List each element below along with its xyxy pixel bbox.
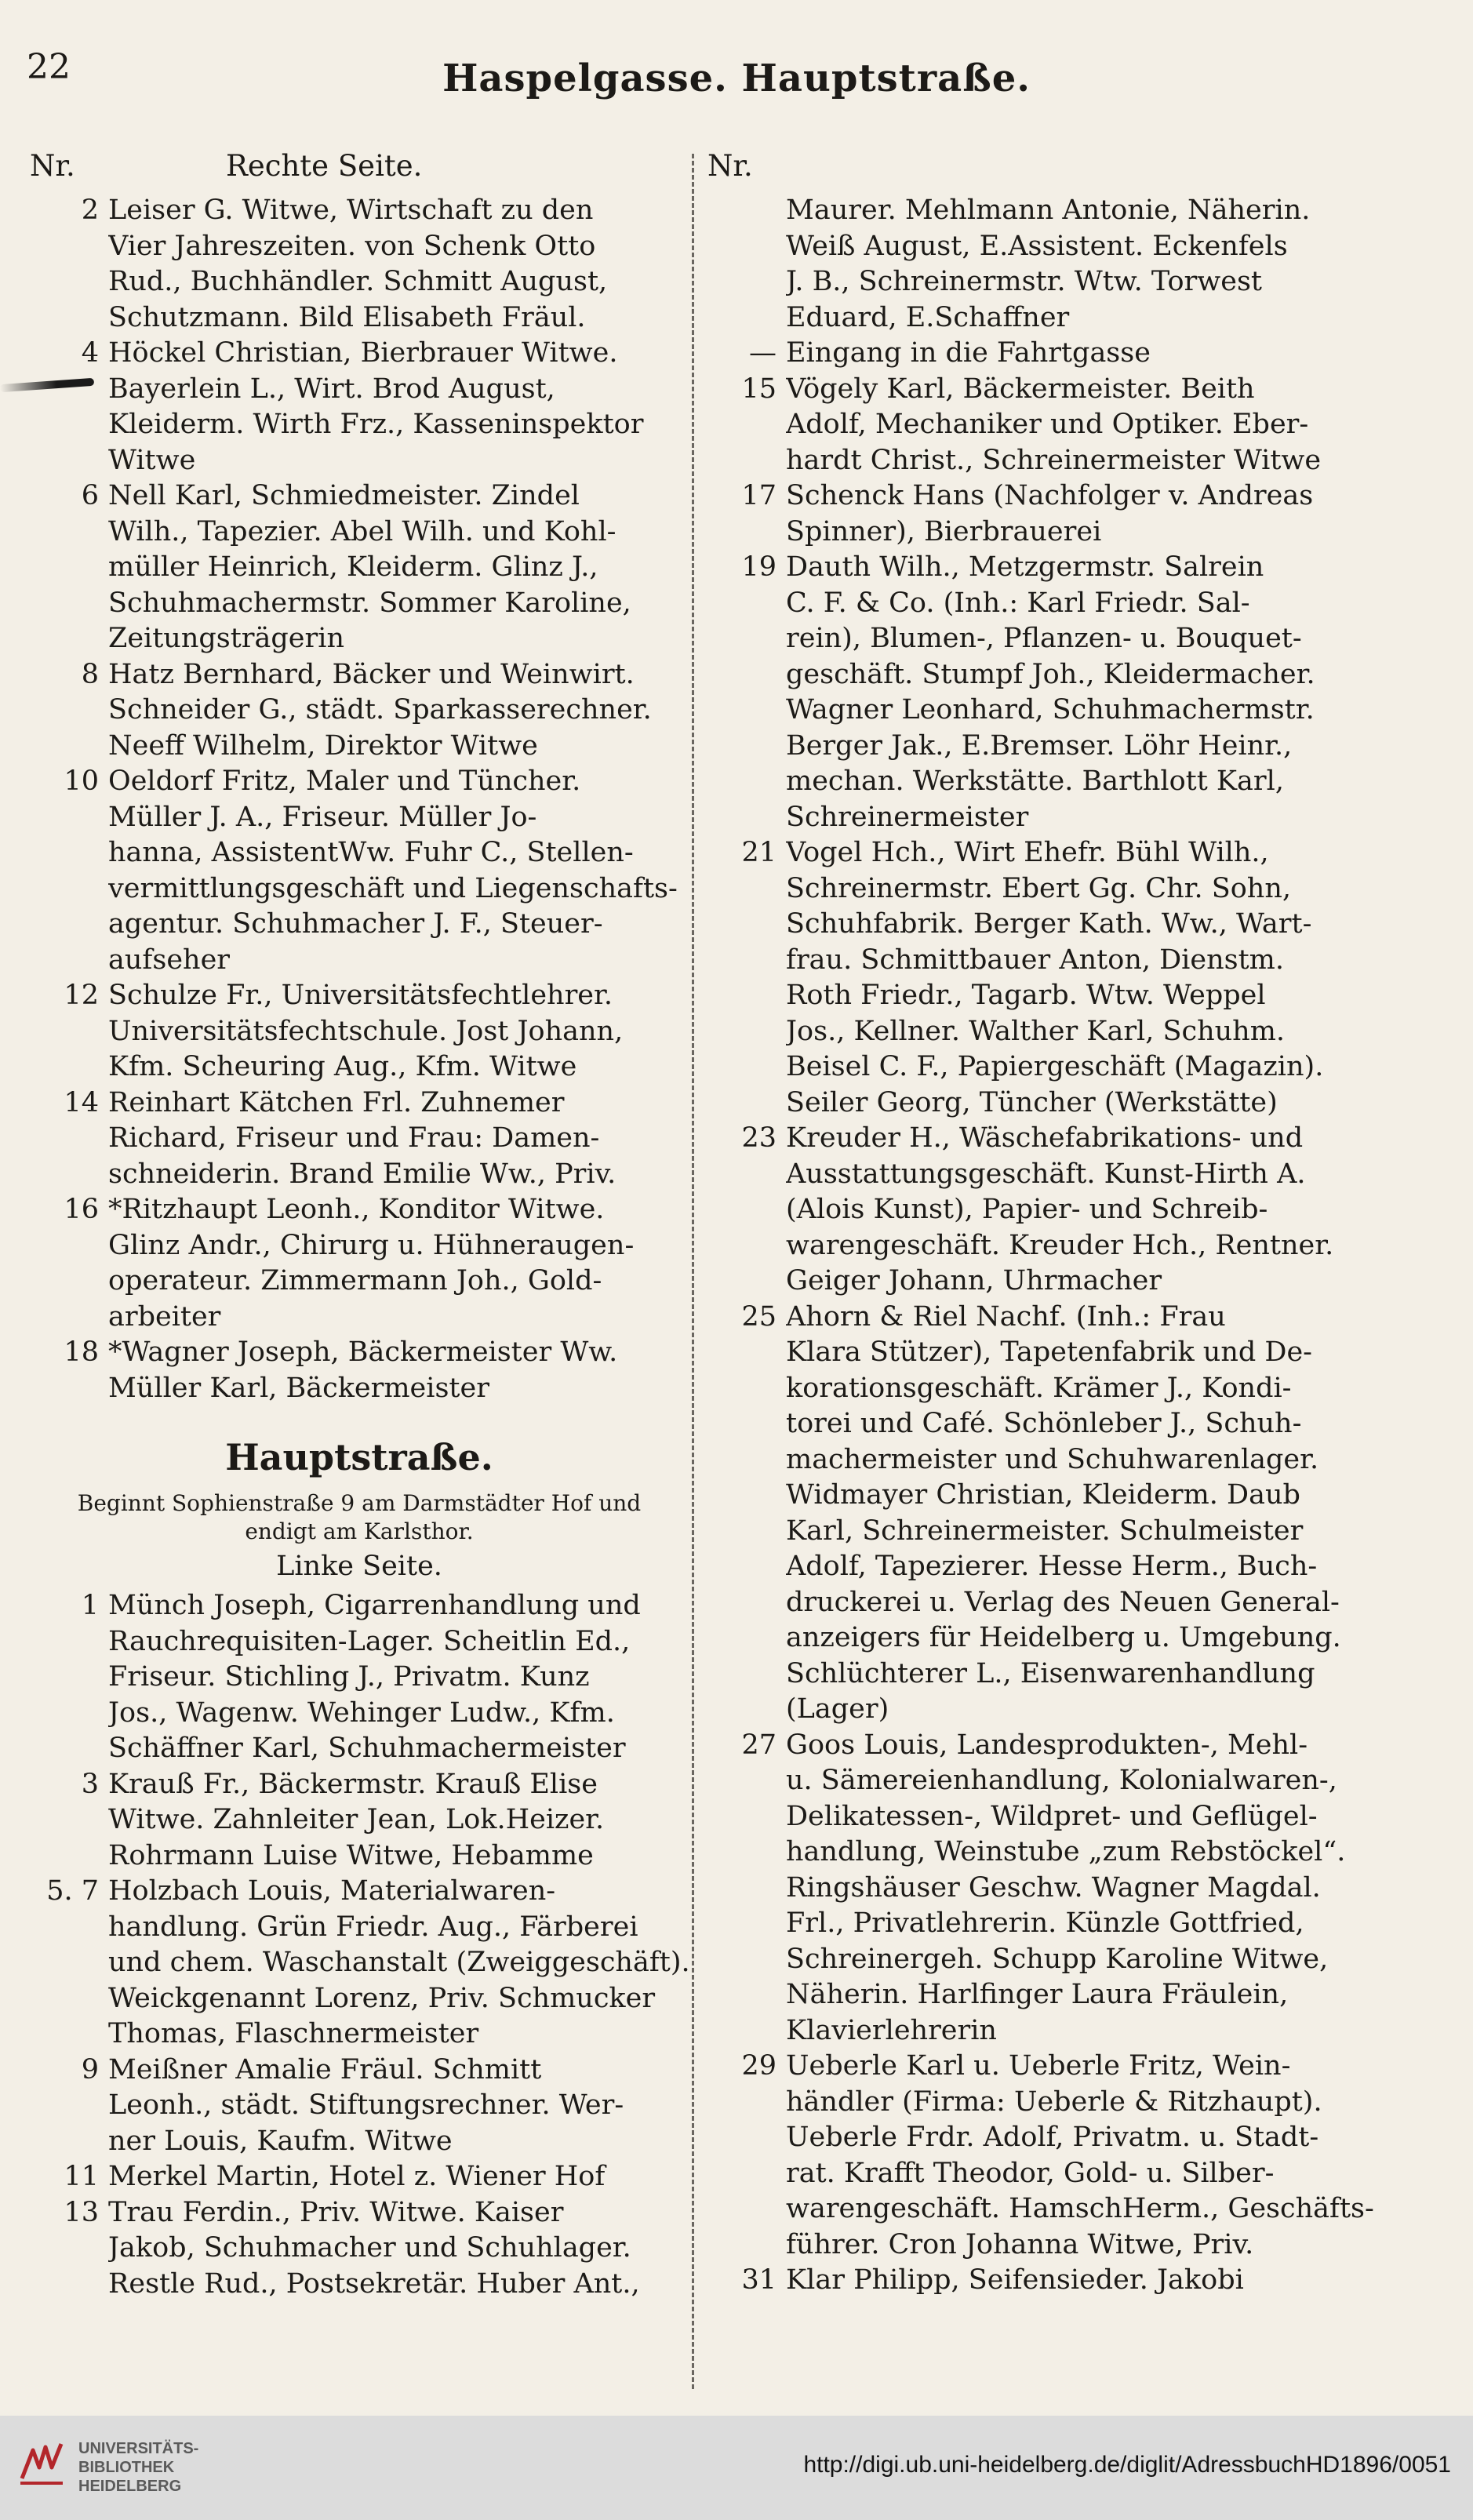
entry-text: [786, 193, 1358, 336]
entry-line: Schuhfabrik. Berger Kath. Ww., Wart-: [786, 908, 1312, 940]
house-number: —: [749, 337, 777, 369]
left-entries-2: [30, 1588, 689, 2302]
entry-line: Schuhmachermstr. Sommer Karoline,: [108, 587, 631, 619]
entry-text: [786, 1728, 1358, 2049]
left-column: [30, 149, 689, 2302]
entry-line: Trau Ferdin., Priv. Witwe. Kaiser: [108, 2196, 564, 2228]
directory-entry: [30, 2195, 689, 2303]
house-number: [707, 193, 786, 336]
entry-line: Jos., Kellner. Walther Karl, Schuhm.: [786, 1015, 1286, 1047]
house-number: 12: [64, 980, 99, 1011]
street-subtitle-2: endigt am Karlsthor.: [245, 1518, 474, 1544]
house-number: 29: [741, 2050, 777, 2082]
entry-line: Weickgenannt Lorenz, Priv. Schmucker: [108, 1982, 656, 2014]
entry-text: [108, 1767, 689, 1875]
directory-entry: [30, 193, 689, 336]
entry-line: Thomas, Flaschnermeister: [108, 2018, 479, 2049]
entry-line: Schulze Fr., Universitätsfechtlehrer.: [108, 980, 613, 1011]
nr-label-right: Nr.: [707, 149, 753, 183]
right-column: [707, 149, 1374, 2299]
entry-line: Neeff Wilhelm, Direktor Witwe: [108, 729, 538, 762]
directory-entry: [707, 193, 1358, 336]
entry-line: Seiler Georg, Tüncher (Werkstätte): [786, 1086, 1278, 1118]
directory-entry: [30, 1335, 689, 1406]
entry-line: händler (Firma: Ueberle & Ritzhaupt).: [786, 2085, 1322, 2118]
entry-text: [108, 2053, 689, 2160]
entry-line: warengeschäft. HamschHerm., Geschäfts-: [786, 2193, 1374, 2224]
house-number: 18: [64, 1336, 99, 1368]
entry-line: ner Louis, Kaufm. Witwe: [108, 2125, 453, 2157]
directory-entry: [30, 978, 689, 1085]
entry-line: druckerei u. Verlag des Neuen General-: [786, 1586, 1340, 1618]
column-divider: [692, 154, 694, 2389]
house-number: 15: [741, 373, 777, 405]
entry-line: hardt Christ., Schreinermeister Witwe: [786, 444, 1322, 476]
directory-entry: [30, 2053, 689, 2160]
entry-line: Friseur. Stichling J., Privatm. Kunz: [108, 1661, 590, 1693]
house-number: 27: [741, 1729, 777, 1761]
entry-text: [786, 1300, 1358, 1728]
entry-line: (Alois Kunst), Papier- und Schreib-: [786, 1194, 1268, 1225]
entry-line: Witwe: [108, 444, 196, 476]
house-number: 21: [741, 837, 777, 868]
page-number: 22: [27, 47, 71, 87]
house-number: 31: [741, 2264, 777, 2296]
entry-line: handlung, Weinstube „zum Rebstöckel“.: [786, 1836, 1346, 1867]
entry-line: Ueberle Frdr. Adolf, Privatm. u. Stadt-: [786, 2122, 1319, 2153]
directory-entry: [30, 2159, 689, 2195]
entry-line: Klar Philipp, Seifensieder. Jakobi: [786, 2264, 1244, 2296]
entry-line: Universitätsfechtschule. Jost Johann,: [108, 1015, 624, 1047]
entry-line: Eduard, E.Schaffner: [786, 301, 1070, 333]
entry-line: arbeiter: [108, 1300, 221, 1333]
entry-text: [786, 478, 1358, 550]
directory-entry: [707, 835, 1358, 1121]
nr-label: Nr.: [30, 149, 75, 183]
house-number: 6: [81, 480, 99, 511]
entry-line: warengeschäft. Kreuder Hch., Rentner.: [786, 1229, 1334, 1261]
entry-text: [108, 2159, 689, 2195]
entry-line: Leonh., städt. Stiftungsrechner. Wer-: [108, 2089, 624, 2121]
entry-line: Roth Friedr., Tagarb. Wtw. Weppel: [786, 980, 1266, 1011]
entry-line: Geiger Johann, Uhrmacher: [786, 1265, 1162, 1296]
entry-line: Ueberle Karl u. Ueberle Fritz, Wein-: [786, 2050, 1291, 2082]
entry-line: Näherin. Harlfinger Laura Fräulein,: [786, 1979, 1289, 2010]
house-number: 16: [64, 1194, 99, 1225]
directory-entry: [30, 336, 689, 478]
house-number: 1: [81, 1590, 99, 1621]
entry-text: [108, 1192, 689, 1335]
house-number: 5. 7: [46, 1875, 99, 1907]
entry-line: aufseher: [108, 944, 231, 976]
entry-line: Vögely Karl, Bäckermeister. Beith: [786, 373, 1255, 405]
entry-text: [108, 1588, 689, 1767]
left-entries: [30, 193, 689, 1406]
entry-line: u. Sämereienhandlung, Kolonialwaren-,: [786, 1765, 1337, 1796]
directory-entry: [707, 550, 1358, 835]
house-number: 17: [741, 480, 777, 511]
entry-line: machermeister und Schuhwarenlager.: [786, 1443, 1319, 1475]
entry-line: Rauchrequisiten-Lager. Scheitlin Ed.,: [108, 1625, 631, 1657]
entry-line: Klara Stützer), Tapetenfabrik und De-: [786, 1336, 1312, 1368]
directory-entry: [30, 1085, 689, 1193]
entry-text: [786, 2263, 1358, 2299]
directory-entry: [30, 1588, 689, 1767]
directory-entry: [707, 478, 1358, 550]
directory-entry: [30, 764, 689, 978]
entry-text: [108, 193, 689, 336]
entry-line: Eingang in die Fahrtgasse: [786, 337, 1151, 369]
house-number: 2: [81, 195, 99, 226]
entry-line: Nell Karl, Schmiedmeister. Zindel: [108, 480, 580, 511]
entry-line: Kreuder H., Wäschefabrikations- und: [786, 1122, 1304, 1154]
library-line: BIBLIOTHEK: [78, 2459, 175, 2476]
entry-text: [786, 372, 1358, 479]
entry-line: vermittlungsgeschäft und Liegenschafts-: [108, 872, 678, 904]
entry-line: Zeitungsträgerin: [108, 623, 344, 654]
entry-line: Vier Jahreszeiten. von Schenk Otto: [108, 230, 596, 262]
university-seal-icon: [16, 2436, 67, 2488]
entry-line: Reinhart Kätchen Frl. Zuhnemer: [108, 1086, 565, 1118]
entry-line: *Ritzhaupt Leonh., Konditor Witwe.: [108, 1194, 605, 1225]
entry-line: Bayerlein L., Wirt. Brod August,: [108, 373, 555, 405]
entry-line: Schreinergeh. Schupp Karoline Witwe,: [786, 1943, 1329, 1975]
entry-line: hanna, AssistentWw. Fuhr C., Stellen-: [108, 837, 634, 868]
entry-line: und chem. Waschanstalt (Zweiggeschäft).: [108, 1947, 690, 1978]
entry-line: Rud., Buchhändler. Schmitt August,: [108, 266, 608, 297]
entry-line: Karl, Schreinermeister. Schulmeister: [786, 1515, 1304, 1547]
entry-line: Spinner), Bierbrauerei: [786, 515, 1102, 547]
house-number: 25: [741, 1300, 777, 1333]
entry-line: führer. Cron Johanna Witwe, Priv.: [786, 2228, 1254, 2260]
house-number: 10: [64, 765, 99, 797]
street-section: [30, 1436, 689, 1582]
entry-line: C. F. & Co. (Inh.: Karl Friedr. Sal-: [786, 587, 1250, 619]
entry-text: [108, 764, 689, 978]
entry-line: Müller J. A., Friseur. Müller Jo-: [108, 801, 537, 833]
entry-line: Leiser G. Witwe, Wirtschaft zu den: [108, 195, 594, 226]
entry-line: Schenck Hans (Nachfolger v. Andreas: [786, 480, 1314, 511]
entry-line: Rohrmann Luise Witwe, Hebamme: [108, 1839, 594, 1871]
entry-line: Glinz Andr., Chirurg u. Hühneraugen-: [108, 1229, 635, 1261]
entry-line: mechan. Werkstätte. Barthlott Karl,: [786, 765, 1284, 797]
house-number: 14: [64, 1086, 99, 1118]
directory-entry: [30, 1192, 689, 1335]
entry-line: Ringshäuser Geschw. Wagner Magdal.: [786, 1871, 1321, 1904]
entry-text: [108, 978, 689, 1085]
entry-text: [786, 336, 1358, 372]
entry-line: Beisel C. F., Papiergeschäft (Magazin).: [786, 1051, 1324, 1082]
entry-line: Wagner Leonhard, Schuhmachermstr.: [786, 694, 1315, 725]
entry-line: Höckel Christian, Bierbrauer Witwe.: [108, 337, 618, 369]
entry-line: handlung. Grün Friedr. Aug., Färberei: [108, 1911, 638, 1943]
entry-line: Schäffner Karl, Schuhmachermeister: [108, 1733, 626, 1764]
directory-entry: [707, 2263, 1358, 2299]
side-label: Rechte Seite.: [226, 149, 423, 183]
entry-line: Berger Jak., E.Bremser. Löhr Heinr.,: [786, 729, 1293, 762]
entry-line: schneiderin. Brand Emilie Ww., Priv.: [108, 1158, 616, 1190]
entry-line: Oeldorf Fritz, Maler und Tüncher.: [108, 765, 581, 797]
entry-line: anzeigers für Heidelberg u. Umgebung.: [786, 1622, 1341, 1653]
entry-line: Klavierlehrerin: [786, 2014, 997, 2046]
street-side-label: Linke Seite.: [276, 1551, 442, 1582]
entry-line: Hatz Bernhard, Bäcker und Weinwirt.: [108, 658, 635, 690]
entry-line: rein), Blumen-, Pflanzen- u. Bouquet-: [786, 623, 1302, 654]
entry-line: *Wagner Joseph, Bäckermeister Ww.: [108, 1336, 618, 1368]
entry-line: Schreinermeister: [786, 801, 1029, 833]
entry-text: [108, 2195, 689, 2303]
house-number: 3: [81, 1768, 99, 1800]
house-number: 19: [741, 551, 777, 583]
entry-line: torei und Café. Schönleber J., Schuh-: [786, 1408, 1302, 1439]
house-number: 9: [81, 2053, 99, 2085]
entry-line: rat. Krafft Theodor, Gold- u. Silber-: [786, 2157, 1275, 2189]
directory-entry: [30, 1874, 689, 2053]
entry-line: Adolf, Mechaniker und Optiker. Eber-: [786, 409, 1309, 440]
house-number: 23: [741, 1122, 777, 1154]
entry-line: Jos., Wagenw. Wehinger Ludw., Kfm.: [108, 1696, 615, 1729]
directory-entry: [707, 1121, 1358, 1300]
entry-text: [108, 1335, 689, 1406]
entry-line: Schutzmann. Bild Elisabeth Fräul.: [108, 301, 586, 333]
entry-line: Weiß August, E.Assistent. Eckenfels: [786, 230, 1288, 262]
directory-entry: [30, 657, 689, 765]
library-line: UNIVERSITÄTS-: [78, 2440, 199, 2457]
entry-line: Schneider G., städt. Sparkasserechner.: [108, 694, 652, 725]
house-number: 13: [64, 2196, 99, 2228]
entry-line: Adolf, Tapezierer. Hesse Herm., Buch-: [786, 1551, 1318, 1582]
directory-entry: [30, 478, 689, 657]
entry-text: [786, 835, 1358, 1121]
entry-text: [108, 336, 689, 478]
entry-line: geschäft. Stumpf Joh., Kleidermacher.: [786, 658, 1315, 690]
library-line: HEIDELBERG: [78, 2478, 182, 2495]
source-url-link[interactable]: http://digi.ub.uni-heidelberg.de/diglit/AdressbuchHD1896/0051: [803, 2452, 1451, 2478]
house-number: 4: [81, 337, 99, 369]
right-entries: [707, 193, 1374, 2299]
right-column-header: [707, 149, 1358, 193]
digitization-footer: [0, 2416, 1473, 2520]
entry-line: Frl., Privatlehrerin. Künzle Gottfried,: [786, 1907, 1304, 1939]
entry-text: [108, 478, 689, 657]
entry-line: müller Heinrich, Kleiderm. Glinz J.,: [108, 551, 598, 583]
entry-text: [786, 550, 1358, 835]
entry-line: operateur. Zimmermann Joh., Gold-: [108, 1265, 602, 1296]
entry-line: Jakob, Schuhmacher und Schuhlager.: [108, 2232, 631, 2264]
entry-line: Schlüchterer L., Eisenwarenhandlung: [786, 1657, 1315, 1689]
directory-entry: [707, 336, 1358, 372]
entry-line: Widmayer Christian, Kleiderm. Daub: [786, 1479, 1300, 1511]
entry-line: agentur. Schuhmacher J. F., Steuer-: [108, 908, 603, 940]
running-title: Haspelgasse. Hauptstraße.: [442, 56, 1031, 100]
house-number: 11: [64, 2161, 99, 2192]
entry-line: Schreinermstr. Ebert Gg. Chr. Sohn,: [786, 872, 1292, 904]
entry-line: Münch Joseph, Cigarrenhandlung und: [108, 1590, 641, 1621]
entry-line: Kfm. Scheuring Aug., Kfm. Witwe: [108, 1051, 577, 1082]
entry-line: J. B., Schreinermstr. Wtw. Torwest: [786, 266, 1262, 297]
entry-line: Witwe. Zahnleiter Jean, Lok.Heizer.: [108, 1804, 605, 1835]
entry-line: Wilh., Tapezier. Abel Wilh. und Kohl-: [108, 515, 616, 547]
entry-text: [108, 1874, 690, 2053]
entry-line: Holzbach Louis, Materialwaren-: [108, 1875, 556, 1907]
left-column-header: [30, 149, 689, 193]
entry-line: Ahorn & Riel Nachf. (Inh.: Frau: [786, 1300, 1226, 1333]
entry-line: Müller Karl, Bäckermeister: [108, 1372, 489, 1404]
entry-line: frau. Schmittbauer Anton, Dienstm.: [786, 944, 1284, 976]
entry-line: (Lager): [786, 1693, 889, 1725]
entry-text: [108, 1085, 689, 1193]
directory-entry: [707, 1300, 1358, 1728]
entry-line: Krauß Fr., Bäckermstr. Krauß Elise: [108, 1768, 598, 1800]
entry-line: Goos Louis, Landesprodukten-, Mehl-: [786, 1729, 1308, 1761]
entry-line: korationsgeschäft. Krämer J., Kondi-: [786, 1372, 1292, 1404]
entry-line: Meißner Amalie Fräul. Schmitt: [108, 2053, 542, 2085]
entry-line: Ausstattungsgeschäft. Kunst-Hirth A.: [786, 1158, 1306, 1190]
entry-line: Maurer. Mehlmann Antonie, Näherin.: [786, 195, 1311, 226]
entry-line: Kleiderm. Wirth Frz., Kasseninspektor: [108, 409, 644, 440]
directory-entry: [707, 1728, 1358, 2049]
entry-text: [786, 1121, 1358, 1300]
street-title: Hauptstraße.: [225, 1436, 493, 1478]
house-number: 8: [81, 658, 99, 690]
entry-line: Vogel Hch., Wirt Ehefr. Bühl Wilh.,: [786, 837, 1269, 868]
entry-line: Dauth Wilh., Metzgermstr. Salrein: [786, 551, 1264, 583]
entry-line: Richard, Friseur und Frau: Damen-: [108, 1122, 600, 1154]
entry-text: [786, 2049, 1374, 2263]
directory-entry: [707, 2049, 1374, 2263]
directory-entry: [707, 372, 1358, 479]
entry-text: [108, 657, 689, 765]
entry-line: Restle Rud., Postsekretär. Huber Ant.,: [108, 2267, 640, 2300]
entry-line: Delikatessen-, Wildpret- und Geflügel-: [786, 1800, 1318, 1832]
street-subtitle-1: Beginnt Sophienstraße 9 am Darmstädter Hof und: [77, 1490, 642, 1516]
entry-line: Merkel Martin, Hotel z. Wiener Hof: [108, 2161, 606, 2192]
directory-entry: [30, 1767, 689, 1875]
library-name: [78, 2439, 198, 2496]
